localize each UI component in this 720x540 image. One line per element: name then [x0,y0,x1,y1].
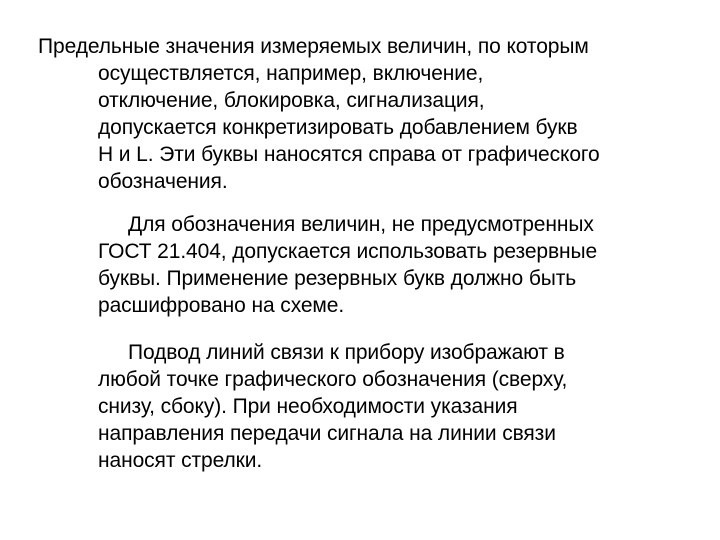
text-line: буквы. Применение резервных букв должно быть [98,267,577,290]
paragraph-limit-values [38,33,600,195]
text-line: наносят стрелки. [98,449,263,472]
paragraph-communication-lines [98,339,567,474]
text-line: расшифровано на схеме. [98,294,345,317]
text-line: осуществляется, например, включение, [98,62,484,85]
text-line: ГОСТ 21.404, допускается использовать резервные [98,240,598,263]
text-line: обозначения. [98,170,228,193]
paragraph-reserve-letters [98,211,597,319]
text-line: Предельные значения измеряемых величин, по которым [38,35,589,58]
text-line: снизу, сбоку). При необходимости указания [98,395,518,418]
text-line: допускается конкретизировать добавлением букв [98,116,578,139]
text-line: Подвод линий связи к прибору изображают в [128,341,565,364]
text-line: Н и L. Эти буквы наносятся справа от графического [98,143,600,166]
text-line: Для обозначения величин, не предусмотренных [128,213,594,236]
text-line: отключение, блокировка, сигнализация, [98,89,485,112]
text-line: любой точке графического обозначения (сверху, [98,368,568,391]
text-line: направления передачи сигнала на линии связи [98,422,556,445]
